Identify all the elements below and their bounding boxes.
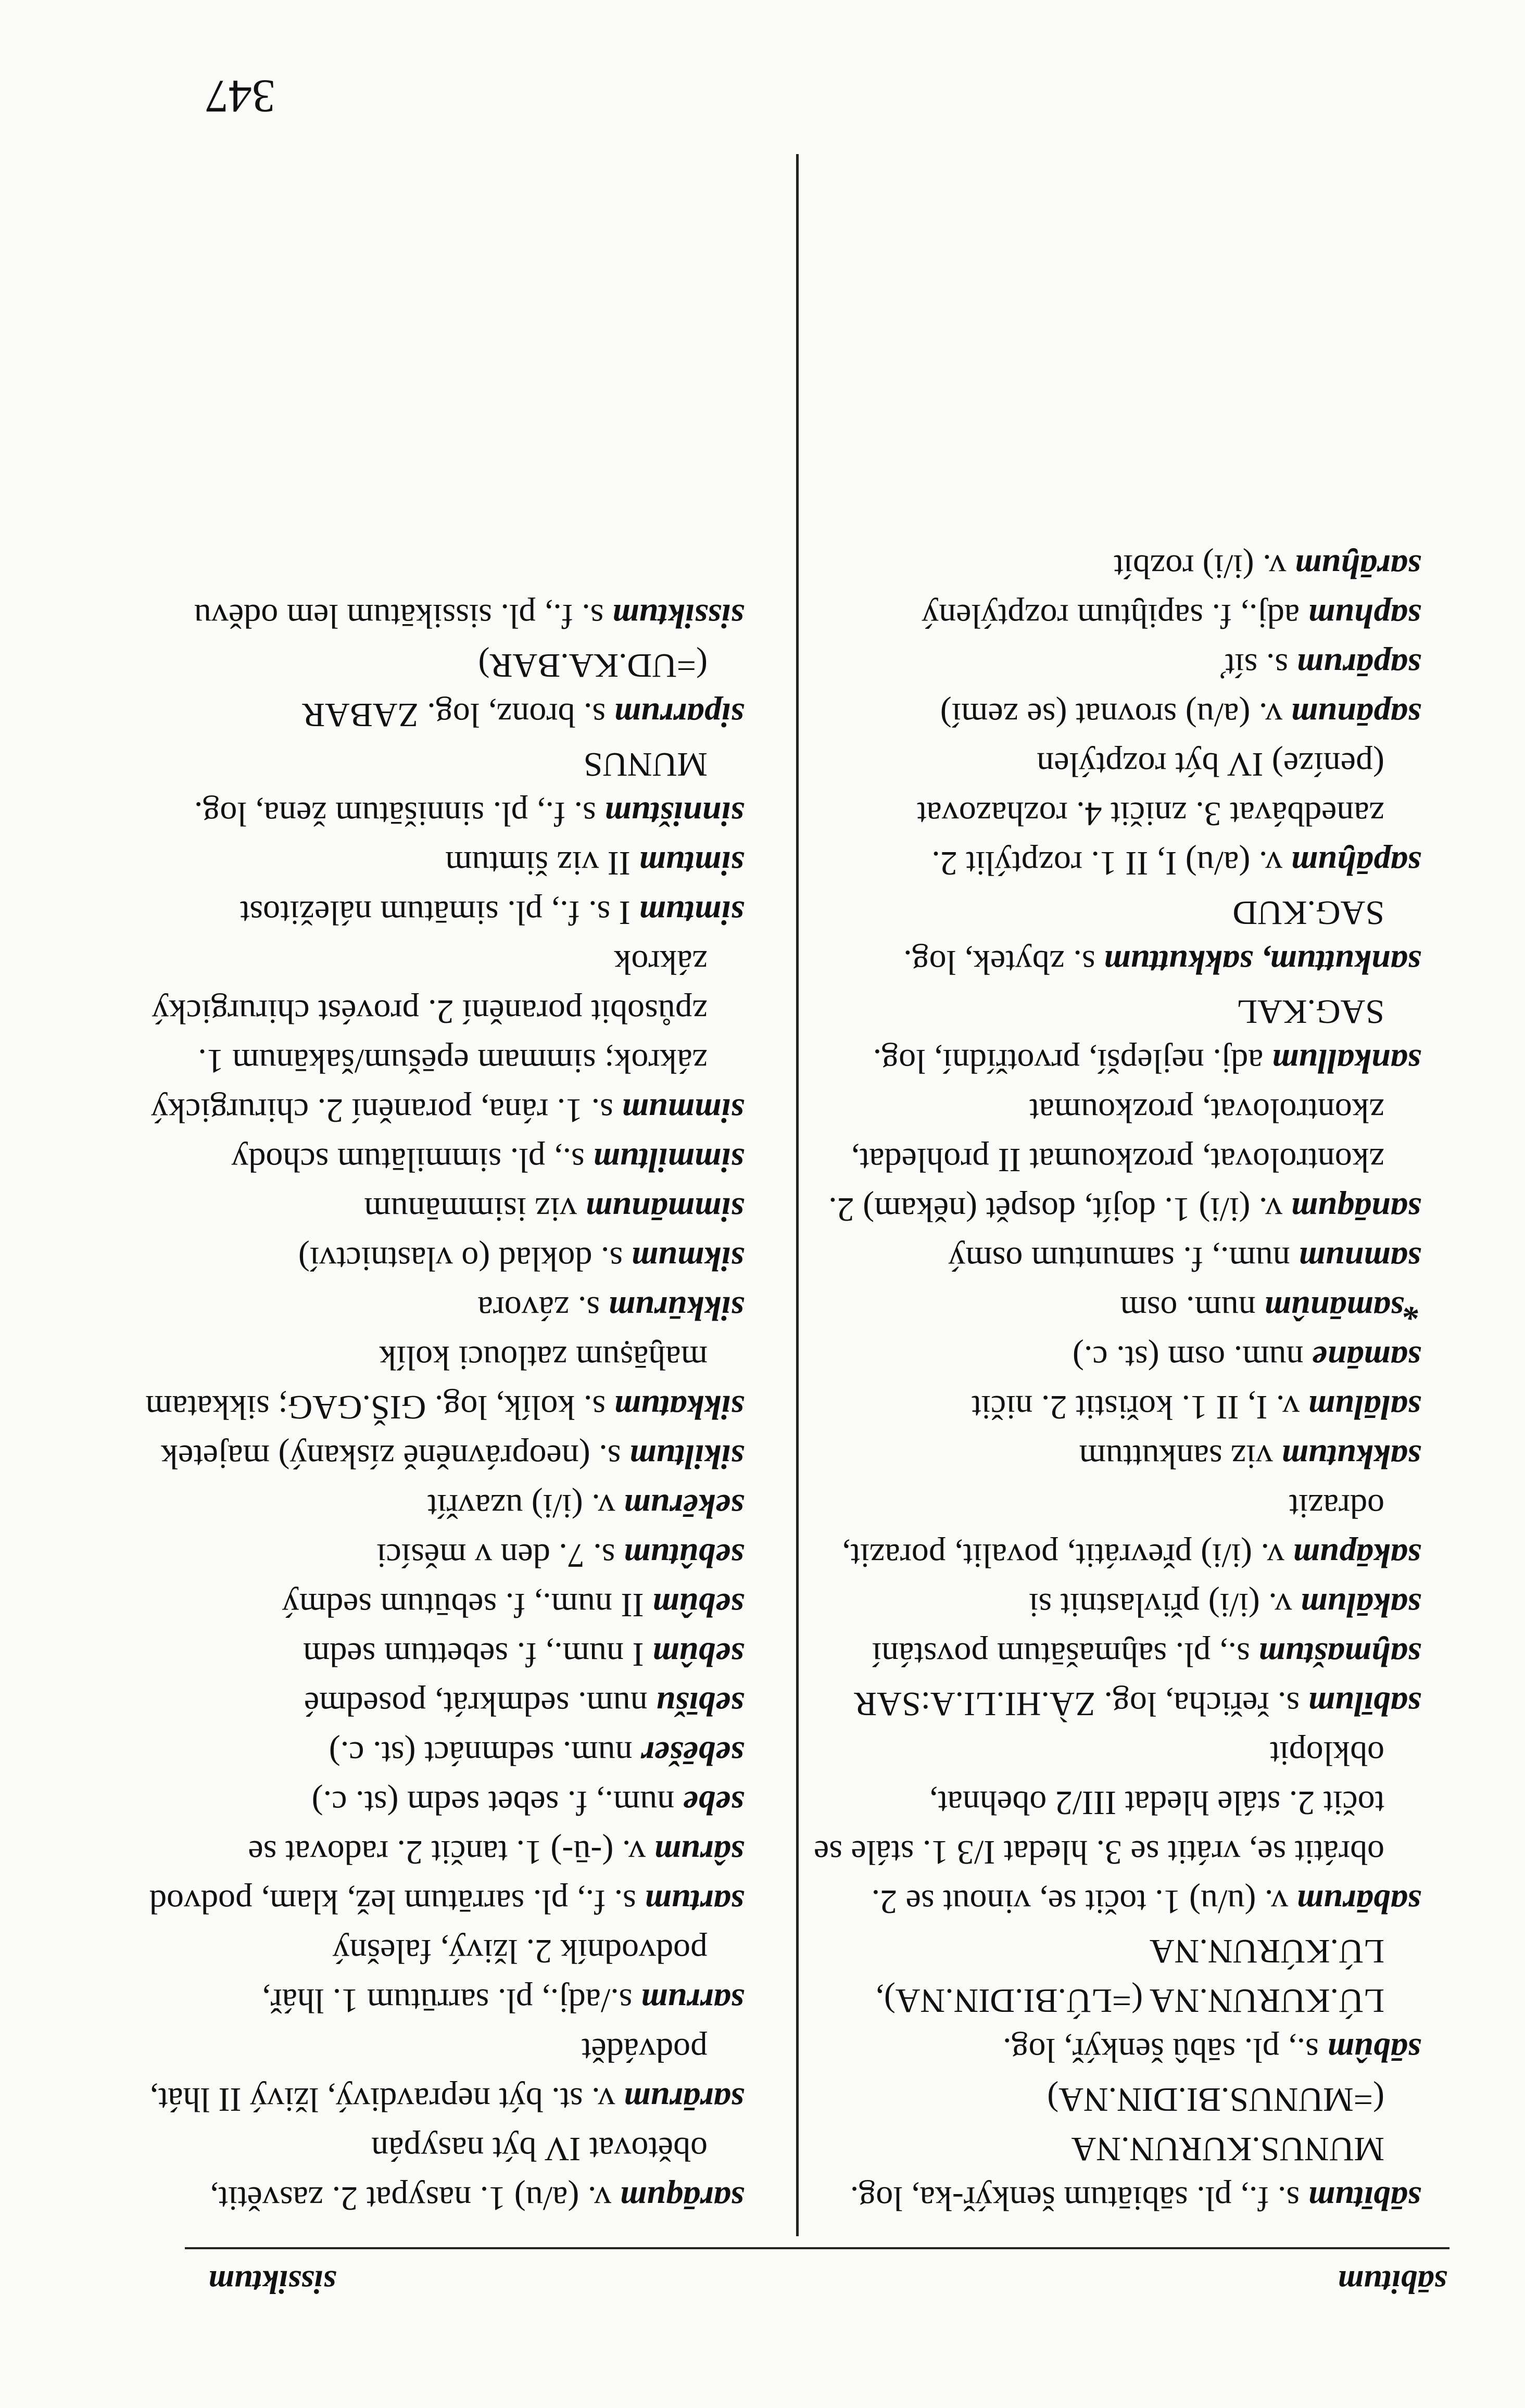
entry-definition: v. (i/i) rozbít — [1114, 548, 1295, 586]
entry-definition: v. (a/u) 1. nasypat 2. zasvětit, obětovat IV být nasypán — [210, 2130, 708, 2217]
entry-headword: simmiltum — [593, 1141, 744, 1179]
dictionary-entry — [130, 1135, 744, 1185]
dictionary-entry — [806, 888, 1421, 987]
entry-headword: siparrum — [614, 696, 744, 734]
dictionary-entry — [806, 1284, 1421, 1333]
entry-headword: sinništum — [604, 795, 744, 833]
dictionary-entry — [130, 937, 744, 1135]
dictionary-entry — [130, 1333, 744, 1432]
entry-definition: v. st. být nepravdivý, lživý II lhát, podvádět — [149, 2031, 708, 2119]
entry-definition: v. (i/i) přivlastnit si — [1029, 1586, 1301, 1624]
entry-headword: simtum — [639, 844, 744, 882]
dictionary-entry — [130, 1679, 744, 1729]
dictionary-entry — [130, 1481, 744, 1531]
dictionary-entry — [806, 1383, 1421, 1432]
entry-definition: v. (i/i) uzavřít — [427, 1487, 624, 1525]
entry-headword: sābītum — [1308, 2179, 1421, 2217]
entry-headword: sebûtum — [623, 1537, 744, 1575]
entry-definition: I num., f. sebettum sedm — [303, 1636, 652, 1674]
page-number: 347 — [205, 70, 275, 122]
dictionary-entry — [806, 641, 1421, 690]
dictionary-entry — [130, 1877, 744, 1927]
entry-headword: sapāḫum — [1291, 844, 1421, 882]
entry-headword: sapārum — [1296, 647, 1421, 685]
dictionary-entry — [130, 839, 744, 888]
entry-headword: sebēšer — [641, 1734, 744, 1772]
entry-definition: s. f., pl. sarrātum lež, klam, podvod — [149, 1883, 645, 1921]
entry-headword: sikkatum — [614, 1388, 744, 1426]
left-column — [806, 542, 1421, 2223]
entry-definition: v. (a/u) srovnat (se zemí) — [940, 696, 1291, 734]
dictionary-entry — [806, 542, 1421, 591]
entry-definition: s./adj., pl. sarrūtum 1. lhář, podvodník 2. lživý, falešný — [262, 1932, 708, 2020]
entry-definition: v. (i/i) převrátit, povalit, porazit, odrazit — [841, 1487, 1384, 1575]
dictionary-entry — [130, 1580, 744, 1630]
entry-definition: s. řeřicha, log. ZÀ.HI.LI.A:SAR — [854, 1685, 1308, 1723]
entry-headword: sartum — [645, 1883, 744, 1921]
entry-definition: s. síť — [1220, 647, 1297, 685]
entry-headword: simtum — [639, 894, 744, 932]
entry-definition: viz sankuttum — [1079, 1438, 1282, 1476]
entry-definition: II num., f. sebūtum sedmý — [282, 1586, 652, 1624]
dictionary-entry — [806, 2075, 1421, 2223]
entry-headword: simmānum — [585, 1190, 744, 1228]
entry-definition: s. 1. rána, poranění 2. chirurgický zákrok; simmam epēšum/šakānum 1. způsobit poranění 2. provést chirurgický zákrok — [151, 943, 708, 1130]
dictionary-entry — [130, 1828, 744, 1877]
dictionary-entry — [130, 1234, 744, 1284]
dictionary-entry — [130, 1185, 744, 1234]
entry-headword: sebûm — [652, 1586, 744, 1624]
entry-headword: sebīšu — [656, 1685, 744, 1723]
entry-definition: adj., f. sapiḫtum rozptýlený — [922, 597, 1308, 635]
entry-headword: sakkutum — [1281, 1438, 1421, 1476]
entry-headword: sabīlum — [1308, 1685, 1421, 1723]
entry-definition: num. sedmkrát, posedmé — [304, 1685, 657, 1723]
entry-definition: v. (a/u) I, II 1. rozptýlit 2. zanedbávat 3. zničit 4. rozhazovat (peníze) IV být rozptýlen — [917, 745, 1384, 882]
dictionary-entry — [130, 1531, 744, 1580]
entry-headword: sebe — [683, 1784, 744, 1822]
entry-headword: sapānum — [1291, 696, 1421, 734]
entry-definition: II viz šimtum — [445, 844, 639, 882]
entry-definition: v. (-ū-) 1. tančit 2. radovat se — [248, 1833, 654, 1871]
entry-definition: s. závora — [477, 1289, 609, 1327]
entry-headword: sakāpum — [1293, 1537, 1421, 1575]
dictionary-entry — [130, 1630, 744, 1679]
entry-definition: s., pl. simmilātum schody — [231, 1141, 594, 1179]
column-divider — [796, 154, 799, 2236]
entry-definition: s., pl. saḫmašātum povstání — [872, 1636, 1259, 1674]
entry-headword: saphum — [1308, 597, 1421, 635]
dictionary-entry — [130, 1778, 744, 1828]
entry-headword: samnum — [1299, 1240, 1421, 1278]
entry-headword: sarrum — [640, 1982, 744, 2020]
dictionary-entry — [806, 1679, 1421, 1729]
entry-headword: sanāqum — [1291, 1190, 1421, 1228]
dictionary-entry — [130, 740, 744, 839]
entry-definition: v. I, II 1. kořistit 2. ničit — [972, 1388, 1308, 1426]
entry-headword: sakālum — [1300, 1586, 1421, 1624]
dictionary-entry — [806, 1234, 1421, 1284]
entry-definition: num., f. sebet sedm (st. c.) — [311, 1784, 683, 1822]
dictionary-entry — [806, 740, 1421, 888]
running-head-left: sābitum — [1338, 2264, 1447, 2301]
entry-definition: s., pl. sābû šenkýř, log. LÚ.KURUN.NA (=LÚ.BI.DIN.NA), LÚ.KÚRUN.NA — [875, 1932, 1384, 2069]
dictionary-entry — [806, 591, 1421, 641]
dictionary-entry — [130, 1284, 744, 1333]
entry-definition: s. doklad (o vlastnictví) — [298, 1240, 632, 1278]
entry-headword: sârum — [654, 1833, 744, 1871]
running-head-right: sissiktum — [208, 2264, 336, 2301]
entry-headword: sikkūrum — [608, 1289, 744, 1327]
entry-definition: v. (u/u) 1. točit se, vinout se 2. obrátit se, vrátit se 3. hledat I/3 1. stále se točit 2. stále hledat III/2 obehnat, obklopit — [813, 1734, 1384, 1921]
dictionary-entry — [806, 987, 1421, 1086]
entry-definition: s. (neoprávněně získaný) majetek — [161, 1438, 629, 1476]
entry-headword: salālum — [1308, 1388, 1421, 1426]
entry-headword: sissiktum — [612, 597, 744, 635]
entry-headword: sarāḫum — [1294, 548, 1421, 586]
entry-definition: s. f., pl. sissikātum lem oděvu — [194, 597, 612, 635]
dictionary-entry — [806, 1086, 1421, 1234]
dictionary-entry — [130, 888, 744, 937]
entry-headword: saḫmaštum — [1258, 1636, 1421, 1674]
entry-headword: samāne — [1312, 1339, 1421, 1377]
entry-headword: simmum — [622, 1092, 744, 1130]
entry-headword: sikmum — [631, 1240, 744, 1278]
dictionary-entry — [130, 2025, 744, 2124]
entry-definition: viz isimmānum — [364, 1190, 586, 1228]
entry-definition: s. f., pl. sinnišātum žena, log. MUNUS — [194, 745, 708, 833]
entry-definition: num. osm (st. c.) — [1072, 1339, 1312, 1377]
entry-headword: sābûm — [1327, 2031, 1421, 2069]
entry-definition: s. 7. den v měsíci — [376, 1537, 624, 1575]
dictionary-entry — [130, 2124, 744, 2223]
dictionary-entry — [130, 591, 744, 641]
entry-definition: I s. f., pl. simātum náležitost — [240, 894, 639, 932]
entry-headword: sikiltum — [629, 1438, 744, 1476]
entry-headword: sekērum — [624, 1487, 744, 1525]
dictionary-entry — [130, 1729, 744, 1778]
dictionary-entry — [806, 1580, 1421, 1630]
dictionary-entry — [806, 1432, 1421, 1481]
entry-definition: s. bronz, log. ZABAR (=UD.KA.BAR) — [302, 647, 708, 734]
dictionary-entry — [806, 1927, 1421, 2075]
entry-definition: s. zbytek, log. SAG.KUD — [903, 894, 1384, 981]
dictionary-entry — [130, 641, 744, 740]
dictionary-entry — [806, 1481, 1421, 1580]
entry-definition: num. osm — [1120, 1289, 1265, 1327]
entry-definition: v. (i/i) 1. dojít, dospět (někam) 2. zkontrolovat, prozkoumat II prohledat, zkontrolovat, prozkoumat — [828, 1092, 1384, 1228]
dictionary-entry — [806, 1630, 1421, 1679]
dictionary-entry — [806, 690, 1421, 740]
right-column — [130, 591, 744, 2223]
header-rule — [185, 2247, 1450, 2249]
entry-definition: s. f., pl. sābiātum šenkýř-ka, log. MUNUS.KURUN.NA (=MUNUS.BI.DIN.NA) — [850, 2081, 1384, 2217]
dictionary-entry — [130, 1432, 744, 1481]
entry-definition: s. kolík, log. GIŠ.GAG; sikkatam maḫāṣum zatlouci kolík — [145, 1339, 708, 1426]
dictionary-entry — [130, 1927, 744, 2025]
entry-definition: num., f. samuntum osmý — [948, 1240, 1299, 1278]
entry-headword: sabārum — [1296, 1883, 1421, 1921]
dictionary-entry — [806, 1729, 1421, 1927]
entry-definition: num. sedmnáct (st. c.) — [329, 1734, 641, 1772]
entry-headword: sankallum — [1271, 1042, 1421, 1080]
entry-headword: sankuttum, sakkuttum — [1104, 943, 1421, 981]
entry-definition: adj. nejlepší, prvotřídní, log. SAG.KAL — [873, 993, 1384, 1080]
dictionary-entry — [806, 1333, 1421, 1383]
entry-headword: sebûm — [652, 1636, 744, 1674]
entry-headword: sarārum — [623, 2081, 744, 2119]
entry-headword: sarāqum — [620, 2179, 744, 2217]
entry-headword: *samānûm — [1264, 1289, 1421, 1327]
